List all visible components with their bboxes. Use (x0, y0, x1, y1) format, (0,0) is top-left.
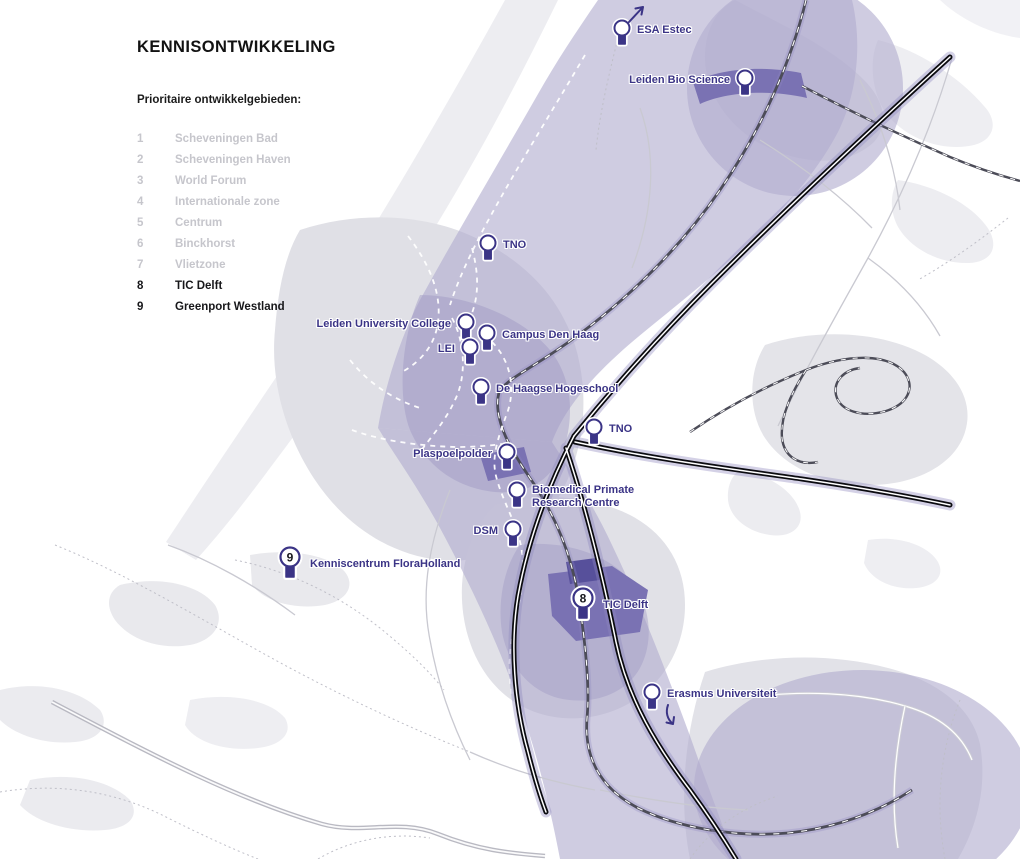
legend-item-label: Internationale zone (175, 195, 280, 208)
marker-label: ESA Estec (637, 24, 692, 36)
page-title: KENNISONTWIKKELING (137, 38, 336, 56)
lightbulb-marker-icon (568, 585, 598, 627)
direction-arrow-ne-icon (626, 2, 650, 26)
legend-item-label: TIC Delft (175, 279, 223, 292)
legend-item-number: 7 (137, 258, 144, 271)
marker-label: Biomedical Primate Research Centre (532, 484, 635, 509)
lightbulb-marker-icon (475, 232, 501, 268)
lightbulb-marker-icon (639, 681, 665, 717)
marker-label: DSM (473, 525, 498, 537)
legend-item-number: 1 (137, 132, 144, 145)
marker-label: TNO (609, 423, 633, 435)
legend-item-number: 6 (137, 237, 144, 250)
marker-label: Leiden Bio Science (629, 74, 730, 86)
marker-label: LEI (437, 343, 455, 355)
marker-label: TNO (503, 239, 527, 251)
legend-item-label: Scheveningen Haven (175, 153, 291, 166)
legend-item-label: World Forum (175, 174, 247, 187)
lightbulb-marker-icon (468, 376, 494, 412)
lightbulb-marker-icon (504, 479, 530, 515)
lightbulb-marker-icon (494, 441, 520, 477)
lightbulb-marker-icon (500, 518, 526, 554)
legend-item-number: 4 (137, 195, 144, 208)
lightbulb-marker-icon (732, 67, 758, 103)
legend-item-label: Greenport Westland (175, 300, 285, 313)
lightbulb-marker-icon (275, 544, 305, 586)
legend-item-number: 8 (137, 279, 144, 292)
marker-label: Leiden University College (316, 318, 451, 330)
marker-label: Plaspoelpolder (413, 448, 492, 460)
marker-number: 9 (286, 550, 294, 565)
marker-label: Kenniscentrum FloraHolland (310, 558, 461, 570)
legend-item-label: Binckhorst (175, 237, 236, 250)
legend-heading: Prioritaire ontwikkelgebieden: (137, 94, 302, 106)
direction-arrow-s-icon (664, 703, 684, 729)
lightbulb-marker-icon (581, 416, 607, 452)
legend-item-label: Scheveningen Bad (175, 132, 278, 145)
marker-label: Erasmus Universiteit (667, 688, 777, 700)
legend-item-label: Vlietzone (175, 258, 226, 271)
legend-item-number: 5 (137, 216, 144, 229)
marker-label: De Haagse Hogeschool (496, 383, 619, 395)
legend-item-label: Centrum (175, 216, 223, 229)
legend-item-number: 3 (137, 174, 144, 187)
lightbulb-marker-icon (457, 336, 483, 372)
legend-item-number: 9 (137, 300, 144, 313)
legend-item-number: 2 (137, 153, 144, 166)
marker-label: Campus Den Haag (502, 329, 600, 341)
marker-label: TIC Delft (603, 599, 649, 611)
marker-number: 8 (579, 591, 587, 606)
